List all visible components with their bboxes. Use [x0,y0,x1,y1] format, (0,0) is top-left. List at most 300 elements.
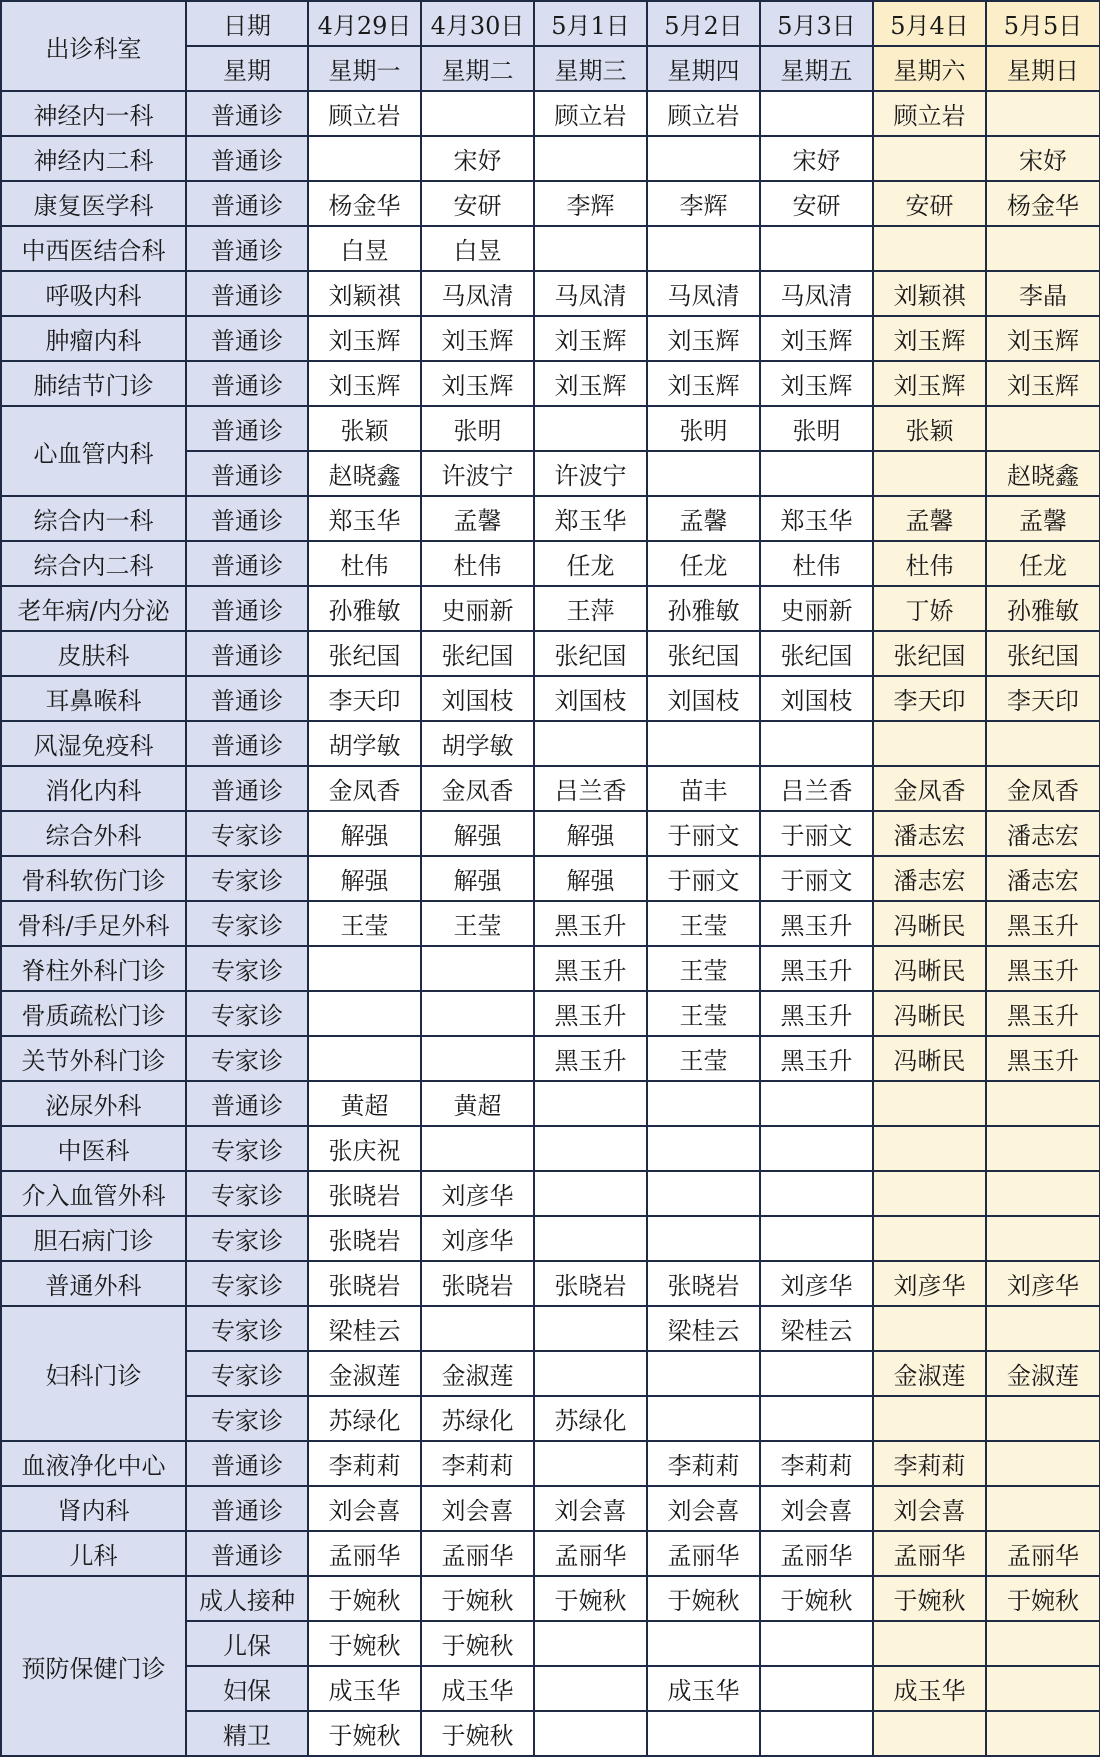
doctor-cell: 解强 [308,856,421,901]
doctor-cell-weekend: 孟丽华 [873,1531,986,1576]
doctor-cell: 孟丽华 [647,1531,760,1576]
dept-name-cell: 儿科 [1,1531,186,1576]
dept-name-cell: 康复医学科 [1,181,186,226]
clinic-type-cell: 普通诊 [186,136,308,181]
doctor-cell [647,1351,760,1396]
doctor-cell: 孟馨 [421,496,534,541]
doctor-cell: 刘玉辉 [308,361,421,406]
doctor-cell [534,1441,647,1486]
doctor-cell-weekend [986,1486,1100,1531]
doctor-cell-weekend: 杨金华 [986,181,1100,226]
doctor-cell [760,1666,873,1711]
doctor-cell [647,1711,760,1756]
doctor-cell: 解强 [534,856,647,901]
doctor-cell: 苏绿化 [308,1396,421,1441]
doctor-cell [534,1081,647,1126]
doctor-cell: 王萍 [534,586,647,631]
schedule-row [1,361,1100,406]
clinic-type-cell: 专家诊 [186,1351,308,1396]
doctor-cell [534,1216,647,1261]
doctor-cell: 李莉莉 [647,1441,760,1486]
dept-name-cell: 综合内一科 [1,496,186,541]
doctor-cell: 金淑莲 [308,1351,421,1396]
schedule-row [1,721,1100,766]
doctor-cell [647,1621,760,1666]
doctor-cell-weekend: 冯晰民 [873,901,986,946]
schedule-row [1,226,1100,271]
doctor-cell: 成玉华 [421,1666,534,1711]
schedule-row [1,1036,1100,1081]
dept-name-cell: 皮肤科 [1,631,186,676]
doctor-cell [534,136,647,181]
doctor-cell: 王莹 [647,901,760,946]
clinic-type-cell: 普通诊 [186,586,308,631]
doctor-cell-weekend [986,1126,1100,1171]
doctor-cell: 于婉秋 [308,1621,421,1666]
doctor-cell [421,91,534,136]
doctor-cell: 李莉莉 [760,1441,873,1486]
doctor-cell: 于婉秋 [308,1576,421,1621]
doctor-cell: 刘彦华 [421,1216,534,1261]
doctor-cell-weekend [986,1666,1100,1711]
dept-name-cell: 肺结节门诊 [1,361,186,406]
doctor-cell: 张纪国 [421,631,534,676]
doctor-cell [534,1666,647,1711]
doctor-cell: 许波宁 [534,451,647,496]
date-cell: 5月2日 [647,1,760,46]
doctor-cell-weekend: 孟丽华 [986,1531,1100,1576]
schedule-row [1,901,1100,946]
doctor-cell [421,1126,534,1171]
doctor-cell [647,226,760,271]
clinic-type-cell: 专家诊 [186,946,308,991]
doctor-cell: 于婉秋 [421,1576,534,1621]
doctor-cell: 张纪国 [308,631,421,676]
doctor-cell: 刘会喜 [308,1486,421,1531]
doctor-cell [534,1126,647,1171]
doctor-cell [647,451,760,496]
doctor-cell: 王莹 [647,1036,760,1081]
weekday-cell: 星期五 [760,46,873,91]
clinic-type-cell: 普通诊 [186,766,308,811]
doctor-cell [760,1171,873,1216]
dept-name-cell: 骨质疏松门诊 [1,991,186,1036]
doctor-cell [534,1351,647,1396]
doctor-cell-weekend [986,1081,1100,1126]
doctor-cell-weekend [873,1081,986,1126]
weekday-label: 星期 [186,46,308,91]
schedule-row [1,991,1100,1036]
doctor-cell-weekend [873,1396,986,1441]
doctor-cell [421,946,534,991]
doctor-cell [760,91,873,136]
doctor-cell [760,1081,873,1126]
doctor-cell [760,226,873,271]
doctor-cell: 成玉华 [308,1666,421,1711]
doctor-cell-weekend [873,1306,986,1351]
doctor-cell [760,1621,873,1666]
doctor-cell-weekend: 孙雅敏 [986,586,1100,631]
doctor-cell [421,1036,534,1081]
doctor-cell: 孟丽华 [308,1531,421,1576]
schedule-row [1,586,1100,631]
doctor-cell-weekend [986,1621,1100,1666]
doctor-cell: 王莹 [421,901,534,946]
doctor-cell [308,136,421,181]
doctor-cell-weekend: 张颖 [873,406,986,451]
clinic-type-cell: 专家诊 [186,1216,308,1261]
doctor-cell: 于丽文 [760,811,873,856]
clinic-type-cell: 成人接种 [186,1576,308,1621]
doctor-cell: 梁桂云 [647,1306,760,1351]
schedule-row [1,1576,1100,1621]
doctor-cell-weekend [873,1711,986,1756]
doctor-cell [534,226,647,271]
doctor-cell: 赵晓鑫 [308,451,421,496]
doctor-cell: 张晓岩 [421,1261,534,1306]
doctor-cell-weekend: 张纪国 [873,631,986,676]
doctor-cell [421,991,534,1036]
doctor-cell: 苏绿化 [534,1396,647,1441]
doctor-cell: 张晓岩 [308,1216,421,1261]
dept-name-cell: 骨科软伤门诊 [1,856,186,901]
doctor-cell: 刘会喜 [534,1486,647,1531]
doctor-cell: 史丽新 [421,586,534,631]
dept-name-cell: 老年病/内分泌 [1,586,186,631]
doctor-cell-weekend: 冯晰民 [873,946,986,991]
doctor-cell-weekend: 潘志宏 [873,811,986,856]
doctor-cell: 刘会喜 [421,1486,534,1531]
schedule-row [1,1441,1100,1486]
date-label: 日期 [186,1,308,46]
doctor-cell [647,1081,760,1126]
doctor-cell-weekend [986,1396,1100,1441]
doctor-cell: 于婉秋 [421,1621,534,1666]
doctor-cell-weekend: 金淑莲 [986,1351,1100,1396]
doctor-cell: 孟丽华 [421,1531,534,1576]
doctor-cell: 梁桂云 [308,1306,421,1351]
schedule-row [1,496,1100,541]
doctor-cell-weekend: 金淑莲 [873,1351,986,1396]
doctor-cell: 史丽新 [760,586,873,631]
doctor-cell-weekend [873,226,986,271]
doctor-cell: 李辉 [647,181,760,226]
doctor-cell: 刘玉辉 [421,361,534,406]
doctor-cell: 胡学敏 [308,721,421,766]
doctor-cell: 金凤香 [308,766,421,811]
doctor-cell: 于婉秋 [421,1711,534,1756]
doctor-cell: 王莹 [647,946,760,991]
dept-name-cell: 综合内二科 [1,541,186,586]
schedule-row [1,766,1100,811]
doctor-cell: 孟馨 [647,496,760,541]
clinic-type-cell: 普通诊 [186,226,308,271]
doctor-cell: 解强 [308,811,421,856]
doctor-cell: 刘国枝 [534,676,647,721]
doctor-cell: 宋妤 [421,136,534,181]
clinic-type-cell: 专家诊 [186,856,308,901]
doctor-cell-weekend: 于婉秋 [986,1576,1100,1621]
dept-header: 出诊科室 [1,1,186,91]
clinic-type-cell: 普通诊 [186,181,308,226]
clinic-type-cell: 普通诊 [186,631,308,676]
clinic-type-cell: 普通诊 [186,496,308,541]
doctor-cell-weekend [986,406,1100,451]
doctor-cell: 刘玉辉 [534,361,647,406]
date-cell: 4月30日 [421,1,534,46]
schedule-body [1,1,1100,1756]
doctor-cell: 张晓岩 [308,1171,421,1216]
clinic-type-cell: 儿保 [186,1621,308,1666]
doctor-cell [760,1396,873,1441]
clinic-type-cell: 专家诊 [186,811,308,856]
clinic-type-cell: 普通诊 [186,676,308,721]
doctor-cell: 解强 [421,856,534,901]
doctor-cell-weekend [986,1171,1100,1216]
dept-name-cell: 心血管内科 [1,406,186,496]
doctor-cell: 金淑莲 [421,1351,534,1396]
doctor-cell: 解强 [534,811,647,856]
schedule-row [1,1081,1100,1126]
date-cell: 4月29日 [308,1,421,46]
doctor-cell-weekend: 宋妤 [986,136,1100,181]
schedule-row [1,91,1100,136]
doctor-cell-weekend: 刘玉辉 [873,316,986,361]
doctor-cell: 张纪国 [534,631,647,676]
doctor-cell: 白昱 [421,226,534,271]
clinic-type-cell: 专家诊 [186,1306,308,1351]
doctor-cell: 梁桂云 [760,1306,873,1351]
dept-name-cell: 耳鼻喉科 [1,676,186,721]
clinic-type-cell: 普通诊 [186,91,308,136]
doctor-cell: 张明 [421,406,534,451]
doctor-cell: 刘玉辉 [647,361,760,406]
doctor-cell: 孟丽华 [760,1531,873,1576]
dept-name-cell: 风湿免疫科 [1,721,186,766]
doctor-cell: 吕兰香 [534,766,647,811]
doctor-cell-weekend: 刘彦华 [986,1261,1100,1306]
doctor-cell: 张庆祝 [308,1126,421,1171]
doctor-cell: 黑玉升 [534,901,647,946]
doctor-cell: 张明 [647,406,760,451]
doctor-cell: 李辉 [534,181,647,226]
date-cell: 5月1日 [534,1,647,46]
dept-name-cell: 介入血管外科 [1,1171,186,1216]
header-row-dates [1,1,1100,46]
clinic-type-cell: 专家诊 [186,1036,308,1081]
doctor-cell [534,406,647,451]
doctor-cell: 张纪国 [647,631,760,676]
doctor-cell-weekend [986,1216,1100,1261]
doctor-cell: 黑玉升 [760,901,873,946]
schedule-row [1,181,1100,226]
date-cell-weekend: 5月5日 [986,1,1100,46]
doctor-cell-weekend: 张纪国 [986,631,1100,676]
doctor-cell: 张纪国 [760,631,873,676]
doctor-cell: 刘玉辉 [647,316,760,361]
doctor-cell: 黑玉升 [534,1036,647,1081]
dept-name-cell: 综合外科 [1,811,186,856]
doctor-cell-weekend: 黑玉升 [986,901,1100,946]
schedule-row [1,1306,1100,1351]
clinic-type-cell: 普通诊 [186,316,308,361]
schedule-row [1,856,1100,901]
doctor-cell-weekend: 赵晓鑫 [986,451,1100,496]
doctor-cell [647,1126,760,1171]
doctor-cell-weekend: 刘玉辉 [873,361,986,406]
doctor-cell [308,991,421,1036]
schedule-row [1,1261,1100,1306]
schedule-row [1,316,1100,361]
doctor-cell-weekend [986,1306,1100,1351]
dept-name-cell: 骨科/手足外科 [1,901,186,946]
doctor-cell [421,1306,534,1351]
clinic-type-cell: 普通诊 [186,361,308,406]
doctor-cell: 成玉华 [647,1666,760,1711]
doctor-cell: 刘玉辉 [308,316,421,361]
doctor-cell-weekend: 黑玉升 [986,946,1100,991]
doctor-cell-weekend [986,1441,1100,1486]
clinic-type-cell: 专家诊 [186,1126,308,1171]
doctor-cell-weekend [873,721,986,766]
doctor-cell: 张晓岩 [534,1261,647,1306]
clinic-type-cell: 普通诊 [186,1441,308,1486]
clinic-type-cell: 普通诊 [186,451,308,496]
clinic-type-cell: 专家诊 [186,901,308,946]
doctor-cell [647,1171,760,1216]
doctor-cell [647,721,760,766]
schedule-row [1,136,1100,181]
doctor-cell-weekend [873,1621,986,1666]
doctor-cell-weekend: 潘志宏 [986,856,1100,901]
doctor-cell-weekend: 金凤香 [986,766,1100,811]
doctor-cell: 杜伟 [421,541,534,586]
dept-name-cell: 脊柱外科门诊 [1,946,186,991]
schedule-row [1,541,1100,586]
doctor-cell: 解强 [421,811,534,856]
doctor-cell: 刘玉辉 [760,361,873,406]
doctor-cell-weekend: 刘玉辉 [986,316,1100,361]
doctor-cell-weekend [986,721,1100,766]
doctor-cell-weekend: 李晶 [986,271,1100,316]
doctor-cell [308,1036,421,1081]
dept-name-cell: 预防保健门诊 [1,1576,186,1756]
doctor-cell: 张颖 [308,406,421,451]
doctor-cell [647,1396,760,1441]
doctor-cell: 刘玉辉 [421,316,534,361]
schedule-row [1,1171,1100,1216]
weekday-cell: 星期三 [534,46,647,91]
doctor-cell: 于婉秋 [760,1576,873,1621]
doctor-cell: 刘玉辉 [534,316,647,361]
clinic-type-cell: 普通诊 [186,1081,308,1126]
doctor-cell: 刘彦华 [760,1261,873,1306]
dept-name-cell: 肿瘤内科 [1,316,186,361]
doctor-cell: 孙雅敏 [647,586,760,631]
dept-name-cell: 血液净化中心 [1,1441,186,1486]
doctor-cell-weekend: 潘志宏 [986,811,1100,856]
dept-name-cell: 神经内二科 [1,136,186,181]
dept-name-cell: 呼吸内科 [1,271,186,316]
date-cell-weekend: 5月4日 [873,1,986,46]
doctor-cell: 刘会喜 [760,1486,873,1531]
doctor-cell [647,136,760,181]
doctor-cell: 刘国枝 [760,676,873,721]
doctor-cell: 苗丰 [647,766,760,811]
clinic-type-cell: 专家诊 [186,1171,308,1216]
schedule-row [1,946,1100,991]
doctor-cell-weekend: 李天印 [986,676,1100,721]
doctor-cell: 于丽文 [647,811,760,856]
doctor-cell [534,1621,647,1666]
schedule-row [1,406,1100,451]
clinic-type-cell: 普通诊 [186,271,308,316]
doctor-cell [760,1711,873,1756]
doctor-cell: 白昱 [308,226,421,271]
doctor-cell: 黄超 [308,1081,421,1126]
doctor-cell: 顾立岩 [308,91,421,136]
dept-name-cell: 中西医结合科 [1,226,186,271]
clinic-type-cell: 普通诊 [186,1531,308,1576]
doctor-cell-weekend: 成玉华 [873,1666,986,1711]
clinic-type-cell: 普通诊 [186,721,308,766]
weekday-cell: 星期二 [421,46,534,91]
doctor-cell-weekend: 安研 [873,181,986,226]
clinic-type-cell: 普通诊 [186,1486,308,1531]
dept-name-cell: 普通外科 [1,1261,186,1306]
doctor-cell: 刘彦华 [421,1171,534,1216]
dept-name-cell: 中医科 [1,1126,186,1171]
doctor-cell: 马凤清 [534,271,647,316]
doctor-cell-weekend: 金凤香 [873,766,986,811]
doctor-cell-weekend: 杜伟 [873,541,986,586]
doctor-cell [760,1126,873,1171]
doctor-cell-weekend: 刘玉辉 [986,361,1100,406]
clinic-type-cell: 妇保 [186,1666,308,1711]
doctor-cell [760,1351,873,1396]
doctor-cell: 金凤香 [421,766,534,811]
doctor-cell: 顾立岩 [647,91,760,136]
doctor-cell: 刘国枝 [647,676,760,721]
doctor-cell: 杜伟 [308,541,421,586]
doctor-cell-weekend: 任龙 [986,541,1100,586]
doctor-cell: 苏绿化 [421,1396,534,1441]
doctor-cell: 顾立岩 [534,91,647,136]
schedule-row [1,1126,1100,1171]
doctor-cell: 马凤清 [647,271,760,316]
dept-name-cell: 消化内科 [1,766,186,811]
doctor-cell-weekend: 孟馨 [873,496,986,541]
doctor-cell: 孙雅敏 [308,586,421,631]
doctor-cell: 杨金华 [308,181,421,226]
doctor-cell-weekend: 孟馨 [986,496,1100,541]
doctor-cell: 于婉秋 [534,1576,647,1621]
doctor-cell: 刘玉辉 [760,316,873,361]
doctor-cell [760,451,873,496]
doctor-cell-weekend [873,1126,986,1171]
doctor-cell: 于丽文 [647,856,760,901]
doctor-cell: 刘国枝 [421,676,534,721]
clinic-type-cell: 专家诊 [186,1396,308,1441]
doctor-cell-weekend: 冯晰民 [873,991,986,1036]
clinic-type-cell: 普通诊 [186,406,308,451]
doctor-cell: 安研 [421,181,534,226]
doctor-cell-weekend: 李天印 [873,676,986,721]
schedule-row [1,811,1100,856]
doctor-cell: 张明 [760,406,873,451]
doctor-cell: 张晓岩 [308,1261,421,1306]
schedule-row [1,1531,1100,1576]
